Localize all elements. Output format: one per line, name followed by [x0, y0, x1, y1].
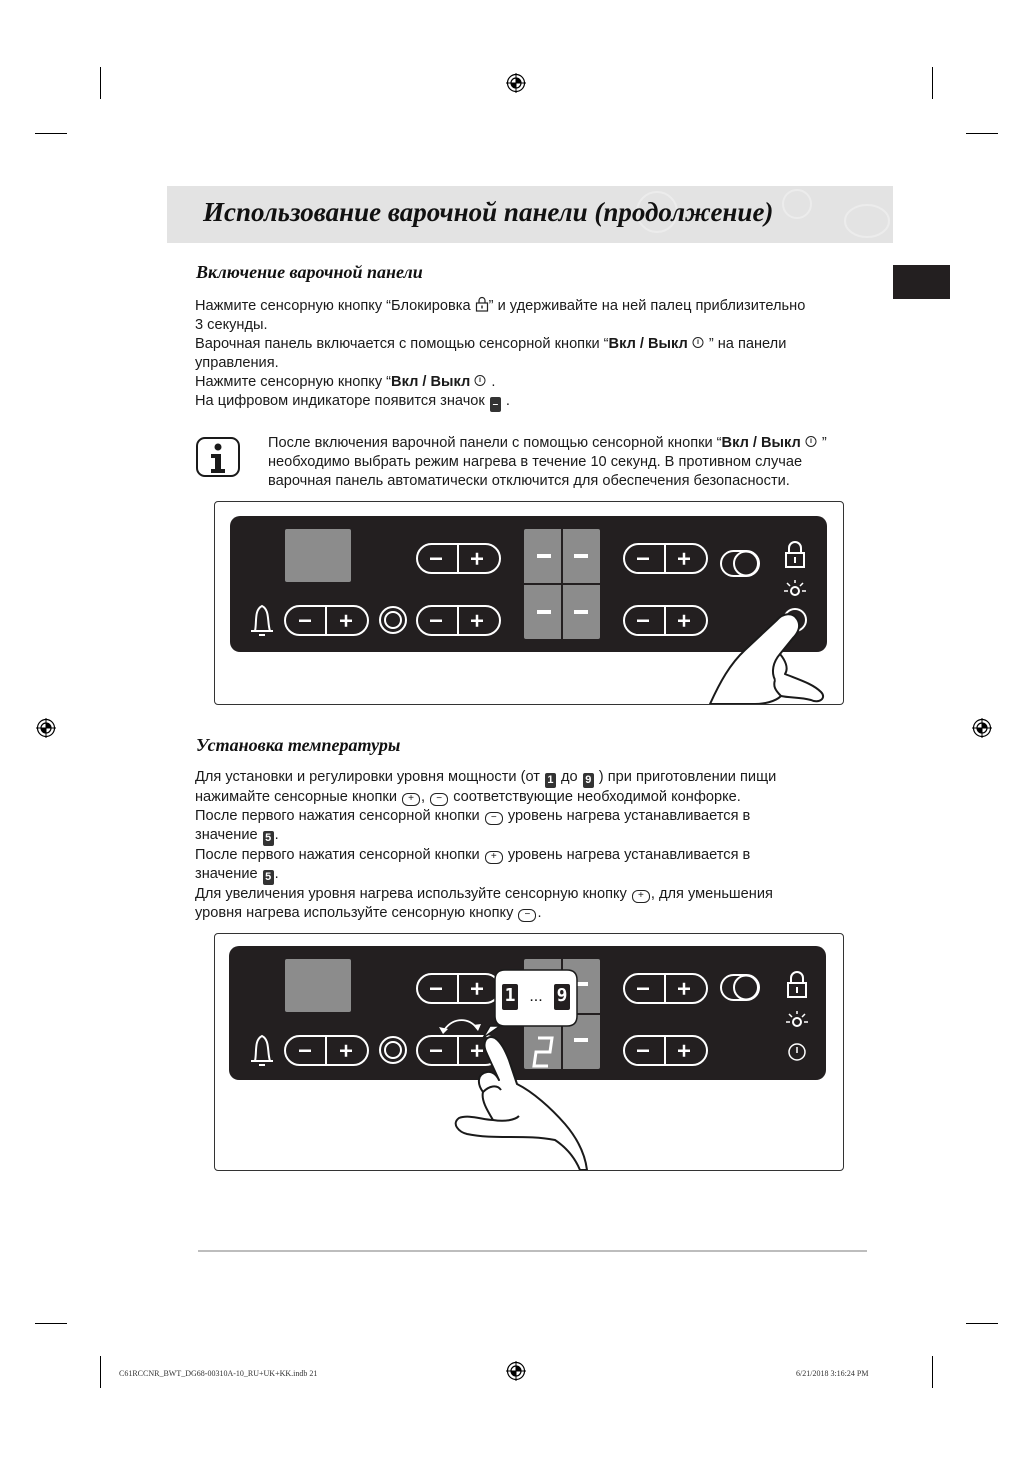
- crop-mark: [966, 133, 998, 134]
- text-run-bold: Вкл / Выкл: [391, 374, 471, 390]
- text-run: .: [274, 827, 279, 843]
- text-run: уровень нагрева устанавливается в: [507, 808, 751, 824]
- text-run: , для уменьшения: [650, 886, 773, 902]
- text-run: ”: [817, 435, 827, 451]
- footer-rule: [198, 1250, 867, 1252]
- text-run-bold: Вкл / Выкл: [608, 336, 688, 352]
- text-line: [195, 768, 875, 788]
- text-line: [195, 335, 875, 354]
- footer-file-name: C61RCCNR_BWT_DG68-00310A-10_RU+UK+KK.indb 21: [119, 1369, 318, 1378]
- text-line: [195, 788, 875, 807]
- section-heading-power-on: Включение варочной панели: [196, 262, 423, 282]
- text-run: Для установки и регулировки уровня мощности (от: [195, 769, 540, 785]
- text-line: [268, 434, 868, 453]
- text-run: Варочная панель включается с помощью сенсорной кнопки “: [195, 336, 609, 352]
- minus-key-icon: −: [485, 812, 503, 825]
- text-run: .: [501, 393, 510, 409]
- crop-mark: [932, 1356, 933, 1388]
- text-line: [195, 846, 875, 865]
- minus-key-icon: −: [518, 909, 536, 922]
- text-line: [195, 904, 875, 923]
- control-panel-figure-2: [214, 933, 844, 1171]
- text-run: Для увеличения уровня нагрева используйте сенсорную кнопку: [195, 886, 627, 902]
- page-title: Использование варочной панели (продолжение): [203, 197, 774, 227]
- text-line: [195, 296, 875, 316]
- section2-text: [195, 768, 875, 923]
- text-run-bold: Вкл / Выкл: [721, 435, 801, 451]
- text-run: ) при приготовлении пищи: [594, 769, 777, 785]
- timer-display: [285, 959, 351, 1012]
- text-run: .: [537, 905, 542, 921]
- crop-mark: [966, 1323, 998, 1324]
- text-run: На цифровом индикаторе появится значок: [195, 393, 485, 409]
- text-run: уровня нагрева используйте сенсорную кнопку: [195, 905, 514, 921]
- digit-five-icon: 5: [263, 831, 274, 846]
- text-run: После первого нажатия сенсорной кнопки: [195, 847, 480, 863]
- text-run: значение: [195, 827, 258, 843]
- text-line: 3 секунды.: [195, 317, 268, 333]
- control-panel-figure-1: [214, 501, 844, 705]
- text-line: управления.: [195, 355, 279, 371]
- text-line: [195, 373, 875, 392]
- text-run: нажимайте сенсорные кнопки: [195, 789, 397, 805]
- dash-display-icon: –: [490, 397, 501, 412]
- footer-datetime: 6/21/2018 3:16:24 PM: [796, 1369, 869, 1378]
- text-run: ,: [421, 789, 426, 805]
- light-icon: [793, 1018, 801, 1026]
- timer-display: [285, 529, 351, 582]
- section-tab-marker: [893, 265, 950, 299]
- registration-mark-icon: [972, 718, 992, 738]
- crop-mark: [35, 133, 67, 134]
- crop-mark: [100, 1356, 101, 1388]
- callout-ellipsis: ...: [529, 988, 543, 1005]
- text-line: [195, 885, 875, 904]
- lock-icon: [475, 296, 489, 312]
- text-line: [195, 392, 875, 412]
- plus-key-icon: +: [632, 890, 650, 903]
- text-line: [195, 826, 875, 846]
- section-heading-temperature: Установка температуры: [196, 735, 401, 755]
- power-icon: [804, 435, 818, 448]
- light-icon: [791, 587, 799, 595]
- digit-five-icon: 5: [263, 870, 274, 885]
- crop-mark: [932, 67, 933, 99]
- text-run: ” на панели: [704, 336, 787, 352]
- text-run: уровень нагрева устанавливается в: [507, 847, 751, 863]
- ring-icon: [380, 1037, 406, 1063]
- callout-digit-nine: 9: [556, 985, 568, 1006]
- crop-mark: [35, 1323, 67, 1324]
- text-run: значение: [195, 866, 258, 882]
- text-run: .: [274, 866, 279, 882]
- ring-icon: [380, 607, 406, 633]
- plus-key-icon: +: [485, 851, 503, 864]
- arrow-curve-icon: [443, 1020, 477, 1032]
- callout-digit-one: 1: [504, 985, 516, 1006]
- text-run: до: [561, 769, 578, 785]
- info-icon: [196, 437, 240, 477]
- registration-mark-icon: [506, 73, 526, 93]
- power-icon: [691, 336, 705, 349]
- text-run: Нажмите сенсорную кнопку “: [195, 374, 392, 390]
- text-line: варочная панель автоматически отключится для обеспечения безопасности.: [268, 473, 790, 489]
- bell-icon: [251, 606, 273, 635]
- plus-key-icon: +: [402, 793, 420, 806]
- text-run: Нажмите сенсорную кнопку “Блокировка: [195, 298, 475, 314]
- text-run: После включения варочной панели с помощью сенсорной кнопки “: [268, 435, 722, 451]
- text-run: .: [487, 374, 496, 390]
- control-panel-drawing: [215, 502, 843, 704]
- crop-mark: [100, 67, 101, 99]
- bell-icon: [251, 1036, 273, 1065]
- digit-one-icon: 1: [545, 773, 556, 788]
- registration-mark-icon: [36, 718, 56, 738]
- text-run: ” и удерживайте на ней палец приблизительно: [488, 298, 806, 314]
- power-icon: [473, 374, 487, 387]
- title-banner: [167, 186, 893, 243]
- text-run: соответствующие необходимой конфорке.: [453, 789, 741, 805]
- registration-mark-icon: [506, 1361, 526, 1381]
- text-run: После первого нажатия сенсорной кнопки: [195, 808, 480, 824]
- minus-key-icon: −: [430, 793, 448, 806]
- hand-pointer-icon: [710, 614, 823, 704]
- section1-text: [195, 296, 875, 412]
- text-line: необходимо выбрать режим нагрева в течение 10 секунд. В противном случае: [268, 454, 803, 470]
- text-line: [195, 807, 875, 826]
- info-note-text: [268, 434, 868, 491]
- control-panel-drawing: [215, 934, 843, 1170]
- digit-nine-icon: 9: [583, 773, 594, 788]
- text-line: [195, 865, 875, 885]
